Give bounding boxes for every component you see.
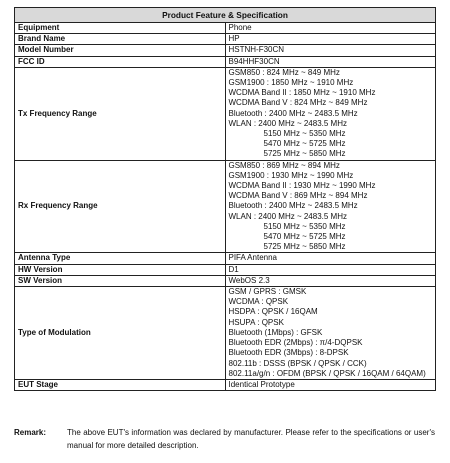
row-value: B94HHF30CN bbox=[225, 56, 436, 67]
modulation-line: GSM / GPRS : GMSK bbox=[228, 287, 307, 297]
row-value: HP bbox=[225, 34, 436, 45]
modulation-line: 802.11b : DSSS (BPSK / QPSK / CCK) bbox=[228, 358, 367, 368]
antenna-type-label: Antenna Type bbox=[15, 253, 226, 264]
row-label: Brand Name bbox=[15, 34, 226, 45]
tx-wlan-line: 5150 MHz ~ 5350 MHz bbox=[263, 129, 346, 139]
rx-wlan-line: 5470 MHz ~ 5725 MHz bbox=[263, 232, 346, 242]
table-header-row bbox=[15, 8, 436, 23]
sw-version-label: SW Version bbox=[15, 275, 226, 286]
rx-frequency-label: Rx Frequency Range bbox=[15, 160, 226, 253]
table-row bbox=[15, 379, 436, 390]
remark-label: Remark: bbox=[14, 428, 47, 437]
eut-stage-label: EUT Stage bbox=[15, 379, 226, 390]
table-row bbox=[15, 45, 436, 56]
table-row bbox=[15, 264, 436, 275]
table-row bbox=[15, 23, 436, 34]
tx-wlan-line: 5470 MHz ~ 5725 MHz bbox=[263, 139, 346, 149]
rx-line: WCDMA Band V : 869 MHz ~ 894 MHz bbox=[228, 191, 368, 201]
modulation-line: Bluetooth EDR (2Mbps) : π/4-DQPSK bbox=[228, 338, 363, 348]
antenna-type-value: PIFA Antenna bbox=[225, 253, 436, 264]
modulation-line: Bluetooth EDR (3Mbps) : 8-DPSK bbox=[228, 348, 349, 358]
row-label: FCC ID bbox=[15, 56, 226, 67]
sw-version-value: WebOS 2.3 bbox=[225, 275, 436, 286]
spec-table bbox=[14, 7, 436, 391]
tx-frequency-row bbox=[15, 67, 436, 160]
tx-frequency-label: Tx Frequency Range bbox=[15, 67, 226, 160]
modulation-line: WCDMA : QPSK bbox=[228, 297, 289, 307]
row-label: Model Number bbox=[15, 45, 226, 56]
rx-wlan-line: 5725 MHz ~ 5850 MHz bbox=[263, 242, 346, 252]
tx-line: GSM1900 : 1850 MHz ~ 1910 MHz bbox=[228, 78, 354, 88]
row-value: HSTNH-F30CN bbox=[225, 45, 436, 56]
tx-line: GSM850 : 824 MHz ~ 849 MHz bbox=[228, 67, 340, 77]
rx-line: Bluetooth : 2400 MHz ~ 2483.5 MHz bbox=[228, 201, 358, 211]
tx-wlan-line: 5725 MHz ~ 5850 MHz bbox=[263, 149, 346, 159]
modulation-label: Type of Modulation bbox=[15, 287, 226, 380]
rx-line: GSM1900 : 1930 MHz ~ 1990 MHz bbox=[228, 170, 354, 180]
eut-stage-value: Identical Prototype bbox=[225, 379, 436, 390]
tx-line: WCDMA Band V : 824 MHz ~ 849 MHz bbox=[228, 98, 368, 108]
hw-version-value: D1 bbox=[225, 264, 436, 275]
spec-sheet bbox=[14, 7, 436, 391]
row-label: Equipment bbox=[15, 23, 226, 34]
tx-line: WLAN : 2400 MHz ~ 2483.5 MHz bbox=[228, 118, 347, 128]
rx-line: GSM850 : 869 MHz ~ 894 MHz bbox=[228, 160, 340, 170]
table-title: Product Feature & Specification bbox=[15, 8, 436, 23]
rx-line: WCDMA Band II : 1930 MHz ~ 1990 MHz bbox=[228, 181, 376, 191]
modulation-line: 802.11a/g/n : OFDM (BPSK / QPSK / 16QAM / 64QAM) bbox=[228, 368, 426, 378]
table-row bbox=[15, 34, 436, 45]
rx-wlan-line: 5150 MHz ~ 5350 MHz bbox=[263, 221, 346, 231]
table-row bbox=[15, 275, 436, 286]
rx-frequency-values bbox=[225, 160, 436, 253]
rx-frequency-row bbox=[15, 160, 436, 253]
row-value: Phone bbox=[225, 23, 436, 34]
modulation-row bbox=[15, 287, 436, 380]
modulation-line: HSDPA : QPSK / 16QAM bbox=[228, 307, 318, 317]
modulation-line: Bluetooth (1Mbps) : GFSK bbox=[228, 327, 323, 337]
rx-line: WLAN : 2400 MHz ~ 2483.5 MHz bbox=[228, 211, 347, 221]
modulation-values bbox=[225, 287, 436, 380]
tx-frequency-values bbox=[225, 67, 436, 160]
modulation-line: HSUPA : QPSK bbox=[228, 317, 284, 327]
tx-line: Bluetooth : 2400 MHz ~ 2483.5 MHz bbox=[228, 108, 358, 118]
remark-text: The above EUT's information was declared by manufacturer. Please refer to the specifications or user's manual for more detailed description. bbox=[67, 428, 435, 450]
hw-version-label: HW Version bbox=[15, 264, 226, 275]
table-row bbox=[15, 253, 436, 264]
tx-line: WCDMA Band II : 1850 MHz ~ 1910 MHz bbox=[228, 88, 376, 98]
table-row bbox=[15, 56, 436, 67]
